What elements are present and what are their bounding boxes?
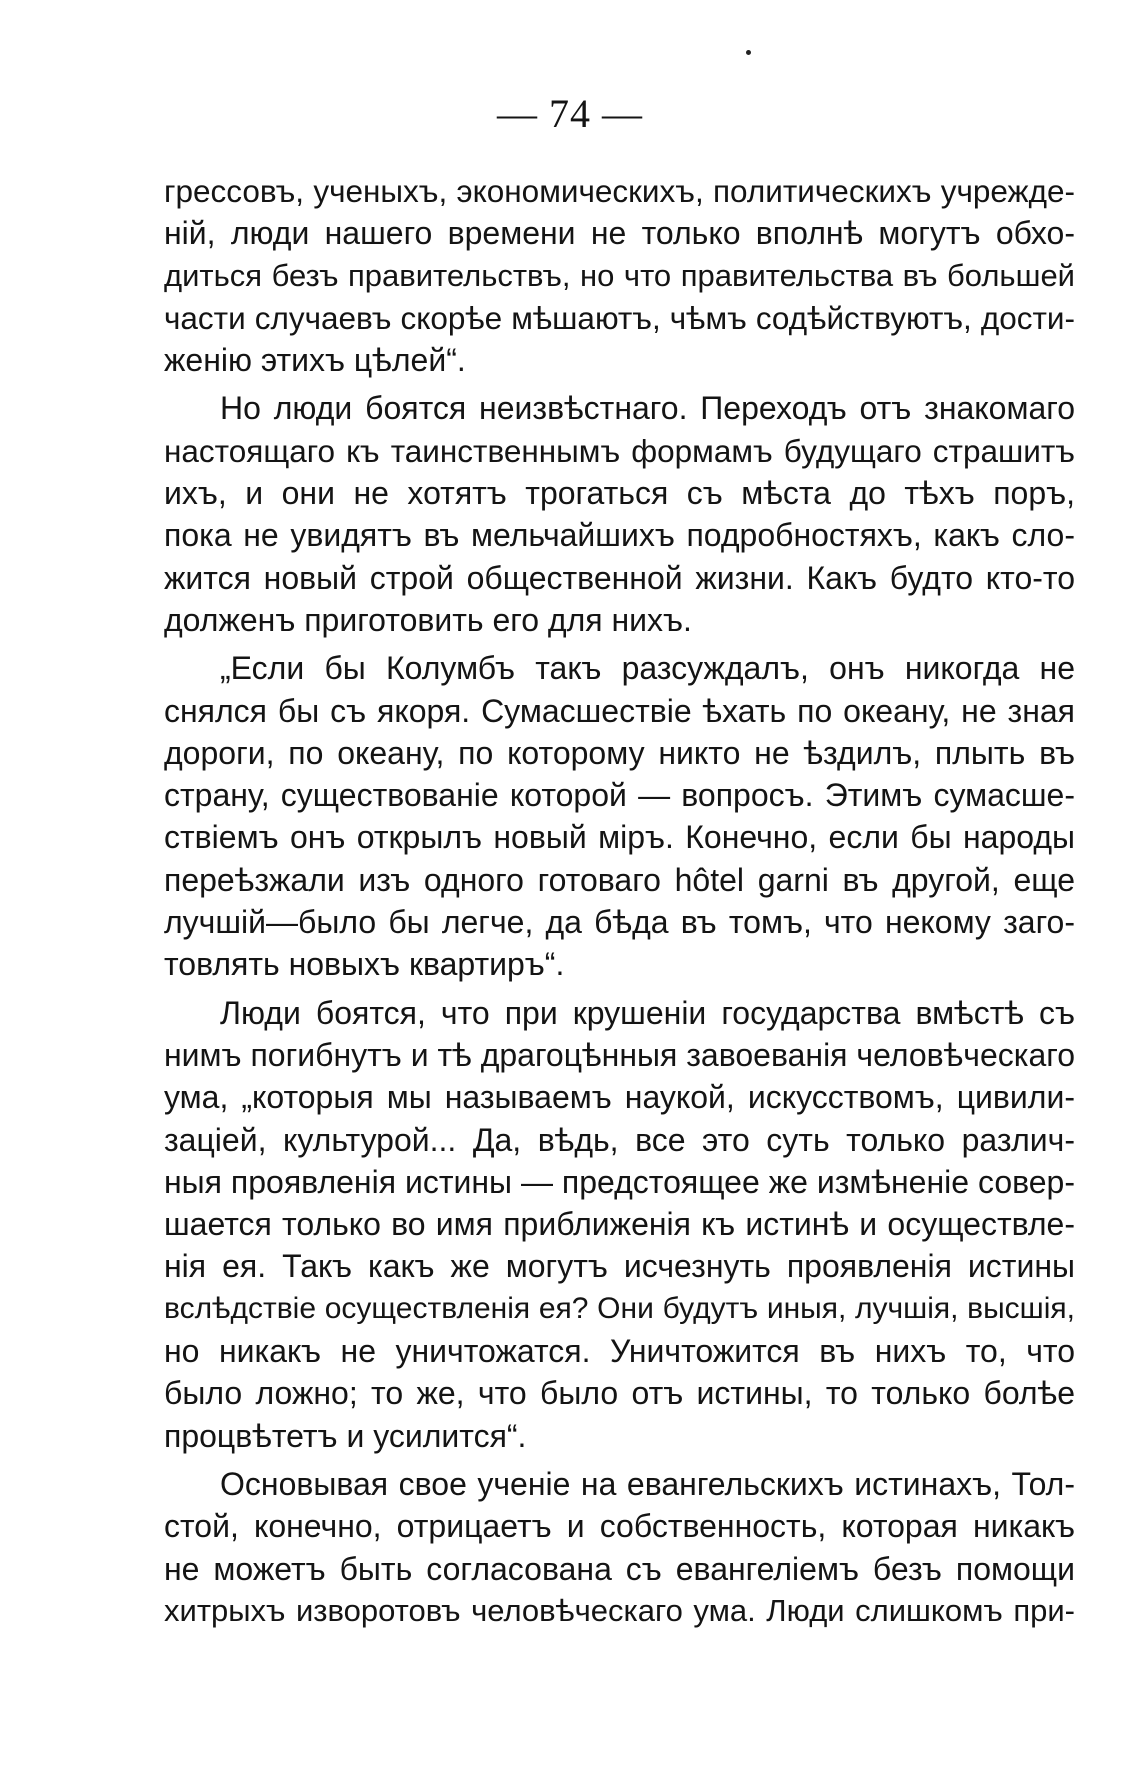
paragraph [164,387,1075,641]
text-line: „Если бы Колумбъ такъ разсуждалъ, онъ никогда не [220,650,1075,687]
text-line: настоящаго къ таинственнымъ формамъ будущаго страшитъ [164,432,1075,469]
print-speck [746,50,751,55]
paragraph [164,992,1075,1457]
body-text [164,170,1075,1632]
text-line: хитрыхъ изворотовъ человѣческаго ума. Люди слишкомъ при- [164,1592,1075,1628]
text-line: вслѣдствіе осуществленія ея? Они будутъ иныя, лучшія, высшія, [164,1291,1075,1325]
text-line: товлять новыхъ квартиръ“. [164,946,565,983]
text-line: части случаевъ скорѣе мѣшаютъ, чѣмъ содѣйствуютъ, дости- [164,299,1075,336]
text-line: нимъ погибнутъ и тѣ драгоцѣнныя завоеванія человѣческаго [164,1036,1075,1073]
paragraph [164,1463,1075,1632]
page-number: — 74 — [497,91,643,136]
text-line: Люди боятся, что при крушеніи государства вмѣстѣ съ [220,994,1075,1031]
text-line: ныя проявленія истины — предстоящее же измѣненіе совер- [164,1163,1075,1200]
text-line: было ложно; то же, что было отъ истины, то только болѣе [164,1375,1075,1412]
text-line: долженъ приготовить его для нихъ. [164,601,692,638]
text-line: жится новый строй общественной жизни. Какъ будто кто-то [164,559,1075,596]
paragraph [164,170,1075,381]
text-line: заціей, культурой... Да, вѣдь, все это суть только различ- [164,1121,1075,1158]
text-line: Основывая свое ученіе на евангельскихъ истинахъ, Тол- [220,1465,1075,1502]
text-line: шается только во имя приближенія къ истинѣ и осуществле- [164,1206,1075,1243]
text-line: снялся бы съ якоря. Сумасшествіе ѣхать по океану, не зная [164,692,1075,729]
text-line: но никакъ не уничтожатся. Уничтожится въ нихъ то, что [164,1333,1075,1370]
text-line: стой, конечно, отрицаетъ и собственность, которая никакъ [164,1508,1075,1545]
text-line: лучшій—было бы легче, да бѣда въ томъ, что некому заго- [164,904,1075,941]
text-line: Но люди боятся неизвѣстнаго. Переходъ отъ знакомаго [220,390,1075,427]
text-line: диться безъ правительствъ, но что правительства въ большей [164,257,1075,293]
text-line: нія ея. Такъ какъ же могутъ исчезнуть проявленія истины [164,1248,1075,1285]
text-line: пока не увидятъ въ мельчайшихъ подробностяхъ, какъ сло- [164,517,1075,554]
text-line: процвѣтетъ и усилится“. [164,1417,527,1454]
text-line: женію этихъ цѣлей“. [164,342,466,379]
text-line: грессовъ, ученыхъ, экономическихъ, политическихъ учрежде- [164,173,1075,209]
text-line: ихъ, и они не хотятъ трогаться съ мѣста до тѣхъ поръ, [164,475,1075,512]
text-line: дороги, по океану, по которому никто не ѣздилъ, плыть въ [164,734,1075,771]
text-line: переѣзжали изъ одного готоваго hôtel garni въ другой, еще [164,861,1075,898]
paragraph [164,647,1075,985]
text-line: ума, „которыя мы называемъ наукой, искусствомъ, цивили- [164,1079,1075,1116]
text-line: не можетъ быть согласована съ евангеліемъ безъ помощи [164,1550,1075,1587]
text-line: ствіемъ онъ открылъ новый міръ. Конечно, если бы народы [164,819,1075,856]
text-line: ній, люди нашего времени не только вполнѣ могутъ обхо- [164,215,1075,252]
text-line: страну, существованіе которой — вопросъ. Этимъ сумасше- [164,777,1075,814]
